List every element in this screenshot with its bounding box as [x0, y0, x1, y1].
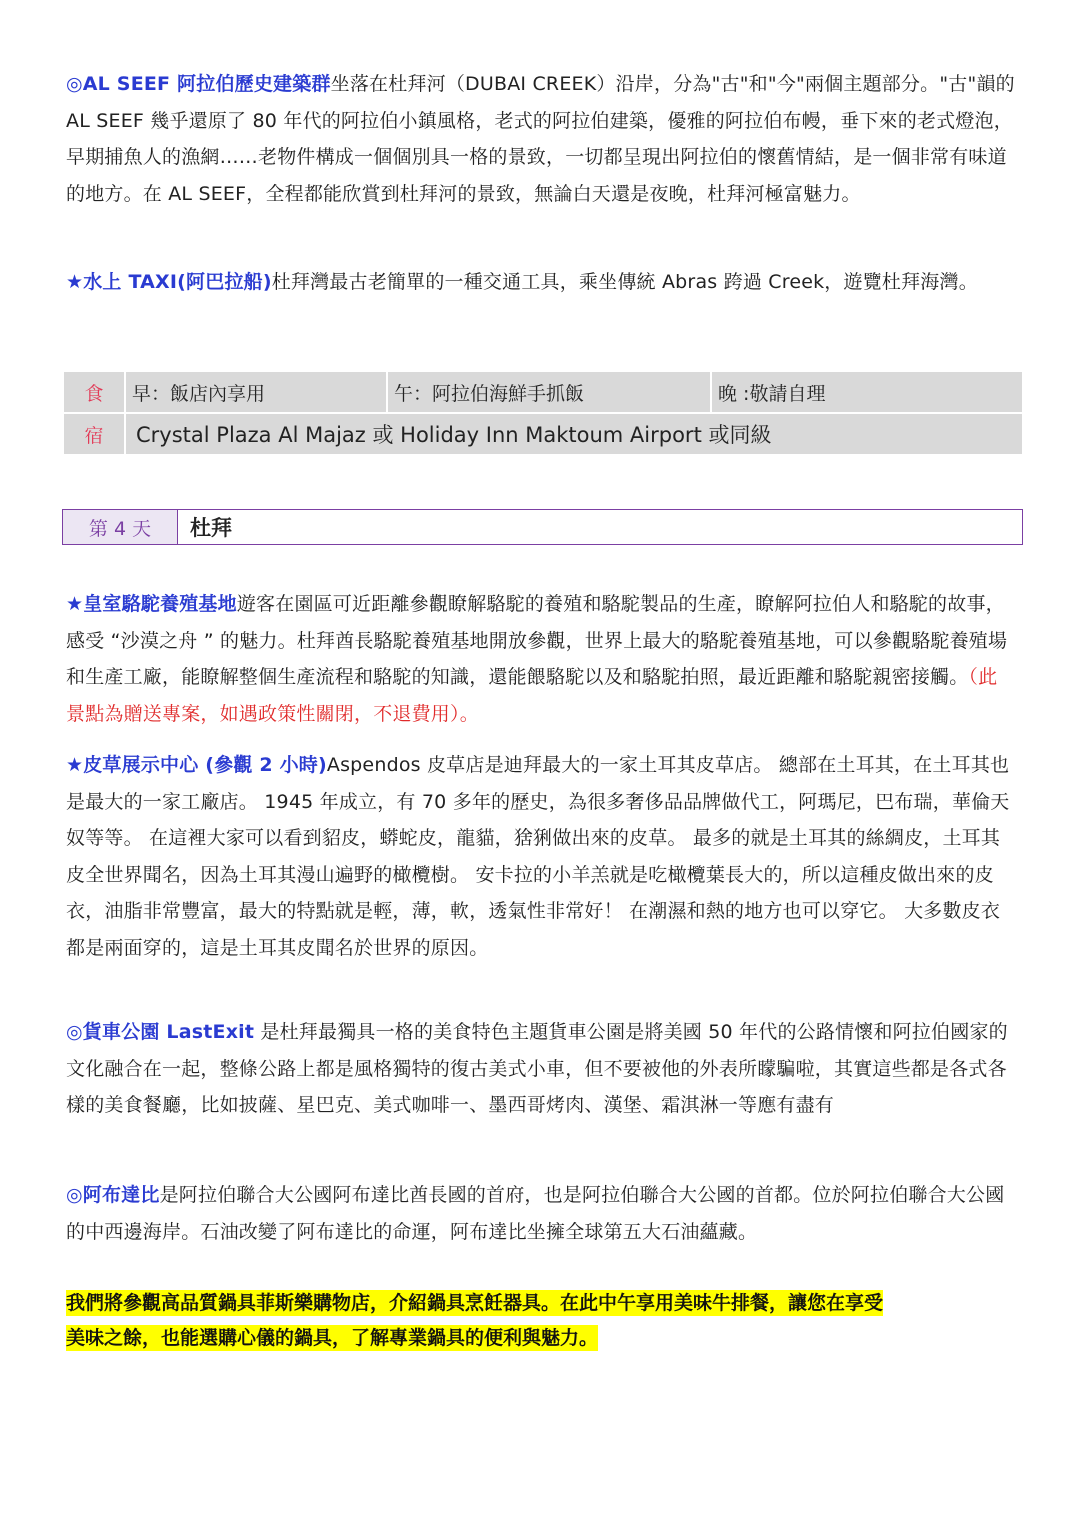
section-title: 貨車公園 LastExit	[82, 1021, 255, 1043]
section-note: （此景點為贈送專案，如遇政策性關閉，不退費用）。	[66, 666, 998, 725]
section-abu-dhabi	[66, 1177, 1016, 1250]
meals-lodging-table	[62, 370, 1024, 456]
day-header	[62, 509, 1023, 545]
highlight-line-2: 美味之餘，也能選購心儀的鍋具，了解專業鍋具的便利與魅力。	[66, 1327, 599, 1349]
section-body: 是阿拉伯聯合大公國阿布達比酋長國的首府，也是阿拉伯聯合大公國的首都。位於阿拉伯聯合大公國的中西邊海岸。石油改變了阿布達比的命運，阿布達比坐擁全球第五大石油蘊藏。	[66, 1184, 1005, 1243]
bullet-icon: ◎	[66, 1184, 83, 1206]
lodging-row	[63, 413, 1023, 455]
section-truck-park	[66, 1014, 1016, 1124]
bullet-icon: ◎	[66, 73, 83, 95]
section-title: 阿布達比	[82, 1184, 160, 1206]
meals-row	[63, 371, 1023, 413]
star-icon: ★	[66, 593, 84, 615]
section-water-taxi	[66, 264, 1016, 301]
star-icon: ★	[66, 271, 84, 293]
section-body: Aspendos 皮草店是迪拜最大的一家土耳其皮草店。 總部在土耳其，在土耳其也是最大的一家工廠店。 1945 年成立，有 70 多年的歷史，為很多奢侈品品牌做代工，阿瑪尼，巴布瑞，華倫天奴等等。 在這裡大家可以看到貂皮，蟒蛇皮，龍貓，猞猁做出來的皮草。 最多的就是土耳其的絲綢皮，土耳其皮全世界聞名，因為土耳其漫山遍野的橄欖樹。 安卡拉的小羊羔就是吃橄欖葉長大的，所以這種皮做出來的皮衣，油脂非常豐富，最大的特點就是輕，薄，軟，透氣性非常好！ 在潮濕和熱的地方也可以穿它。 大多數皮衣都是兩面穿的，這是土耳其皮聞名於世界的原因。	[66, 754, 1010, 959]
section-title: 皇室駱駝養殖基地	[83, 593, 237, 615]
day-label: 第 4 天	[63, 510, 178, 544]
section-title: 水上 TAXI(阿巴拉船)	[83, 271, 272, 293]
section-body: 是杜拜最獨具一格的美食特色主題貨車公園是將美國 50 年代的公路情懷和阿拉伯國家的文化融合在一起，整條公路上都是風格獨特的復古美式小車，但不要被他的外表所矇騙啦，其實這些都是各式各樣的美食餐廳，比如披薩、星巴克、美式咖啡一、墨西哥烤肉、漢堡、霜淇淋一等應有盡有	[66, 1021, 1008, 1116]
bullet-icon: ◎	[66, 1021, 83, 1043]
lodging-label: 宿	[63, 413, 125, 455]
highlight-note	[66, 1286, 1016, 1356]
section-body: 遊客在園區可近距離參觀瞭解駱駝的養殖和駱駝製品的生產，瞭解阿拉伯人和駱駝的故事，感受 “沙漠之舟 ” 的魅力。杜拜酋長駱駝養殖基地開放參觀，世界上最大的駱駝養殖基地，可以參觀駱駝養殖場和生產工廠，能瞭解整個生產流程和駱駝的知識，還能餵駱駝以及和駱駝拍照，最近距離和駱駝親密接觸。	[66, 593, 1008, 688]
section-body: 杜拜灣最古老簡單的一種交通工具，乘坐傳統 Abras 跨過 Creek，遊覽杜拜海灣。	[271, 271, 978, 293]
section-title: AL SEEF 阿拉伯歷史建築群	[82, 73, 331, 95]
breakfast-cell: 早：飯店內享用	[125, 371, 387, 413]
section-title: 皮草展示中心 (參觀 2 小時)	[83, 754, 327, 776]
lodging-cell: Crystal Plaza Al Majaz 或 Holiday Inn Maktoum Airport 或同級	[125, 413, 1023, 455]
section-fur-center	[66, 747, 1016, 966]
section-al-seef	[66, 66, 1016, 212]
food-label: 食	[63, 371, 125, 413]
section-body: 坐落在杜拜河（DUBAI CREEK）沿岸，分為"古"和"今"兩個主題部分。"古"韻的 AL SEEF 幾乎還原了 80 年代的阿拉伯小鎮風格，老式的阿拉伯建築，優雅的阿拉伯布幔，垂下來的老式燈泡，早期捕魚人的漁網……老物件構成一個個別具一格的景致，一切都呈現出阿拉伯的懷舊情結，是一個非常有味道的地方。在 AL SEEF，全程都能欣賞到杜拜河的景致，無論白天還是夜晚，杜拜河極富魅力。	[66, 73, 1015, 205]
star-icon: ★	[66, 754, 84, 776]
dinner-cell: 晚 :敬請自理	[711, 371, 1023, 413]
highlight-line-1: 我們將參觀高品質鍋具菲斯樂購物店，介紹鍋具烹飪器具。在此中午享用美味牛排餐，讓您在享受	[66, 1292, 884, 1314]
lunch-cell: 午：阿拉伯海鮮手抓飯	[387, 371, 711, 413]
day-city: 杜拜	[190, 516, 232, 540]
section-camel-farm	[66, 586, 1016, 732]
